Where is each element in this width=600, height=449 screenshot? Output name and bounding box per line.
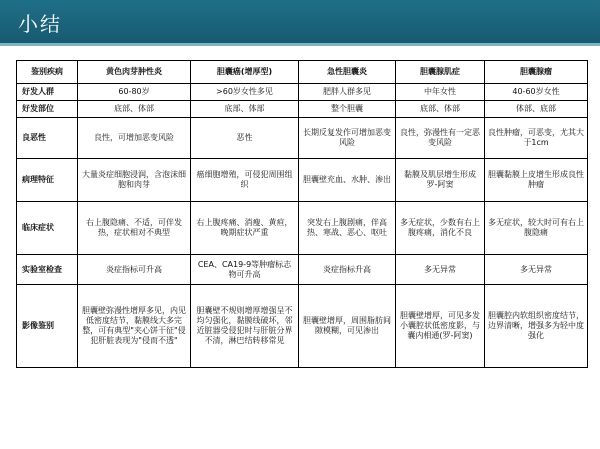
table-cell: 恶性	[191, 118, 299, 159]
table-cell: 突发右上腹剧痛，伴高热、寒战、恶心、呕吐	[299, 202, 396, 255]
header-cell: 胆囊癌(增厚型)	[191, 61, 299, 84]
table-cell: 底部、体部	[78, 101, 191, 118]
header-cell: 胆囊腺肌症	[396, 61, 485, 84]
table-row	[17, 255, 588, 285]
table-cell: 胆囊壁不规则增厚增强呈不均匀强化，黏膜线破坏，邻近脏器受侵犯时与肝脏分界不清，淋巴结转移常见	[191, 285, 299, 368]
row-label: 影像鉴别	[17, 285, 78, 368]
row-label: 实验室检查	[17, 255, 78, 285]
table-cell: 底部、体部	[191, 101, 299, 118]
slide-title: 小结	[18, 12, 62, 36]
table-cell: 良性肿瘤，可恶变，尤其大于1cm	[485, 118, 588, 159]
table-cell: 癌细胞增殖，可侵犯周围组织	[191, 159, 299, 202]
table-cell: 炎症指标可升高	[78, 255, 191, 285]
table-cell: 良性，弥漫性有一定恶变风险	[396, 118, 485, 159]
table-cell: 胆囊壁弥漫性增厚多见，内见低密度结节，黏膜线大多完整，可有典型"夹心饼干征"侵犯肝脏表现为"侵而不透"	[78, 285, 191, 368]
row-label: 良恶性	[17, 118, 78, 159]
table-row	[17, 84, 588, 101]
table-cell: 长期反复发作可增加恶变风险	[299, 118, 396, 159]
row-label: 临床症状	[17, 202, 78, 255]
header-cell: 鉴别疾病	[17, 61, 78, 84]
table-cell: 整个胆囊	[299, 101, 396, 118]
row-label: 好发部位	[17, 101, 78, 118]
table-cell: 底部、体部	[396, 101, 485, 118]
comparison-table	[16, 60, 588, 368]
header-cell: 急性胆囊炎	[299, 61, 396, 84]
table-cell: CEA、CA19-9等肿瘤标志物可升高	[191, 255, 299, 285]
row-label: 好发人群	[17, 84, 78, 101]
table-cell: 体部、底部	[485, 101, 588, 118]
table-cell: >60岁女性多见	[191, 84, 299, 101]
row-label: 病理特征	[17, 159, 78, 202]
comparison-table-container	[16, 60, 587, 368]
table-cell: 中年女性	[396, 84, 485, 101]
table-cell: 多无症状，较大时可有右上腹隐痛	[485, 202, 588, 255]
table-row	[17, 118, 588, 159]
table-row	[17, 101, 588, 118]
table-cell: 炎症指标升高	[299, 255, 396, 285]
table-cell: 60-80岁	[78, 84, 191, 101]
table-cell: 肥胖人群多见	[299, 84, 396, 101]
table-row	[17, 159, 588, 202]
table-cell: 大量炎症细胞浸润，含泡沫细胞和肉芽	[78, 159, 191, 202]
slide-header	[0, 0, 600, 46]
table-cell: 多无症状，少数有右上腹疼痛，消化不良	[396, 202, 485, 255]
table-cell: 黏膜及肌层增生形成罗-阿窦	[396, 159, 485, 202]
table-cell: 右上腹疼痛、消瘦、黄疸，晚期症状严重	[191, 202, 299, 255]
header-cell: 黄色肉芽肿性炎	[78, 61, 191, 84]
table-cell: 良性，可增加恶变风险	[78, 118, 191, 159]
table-row	[17, 285, 588, 368]
table-cell: 40-60岁女性	[485, 84, 588, 101]
table-cell: 右上腹隐痛、不适，可伴发热，症状相对不典型	[78, 202, 191, 255]
table-cell: 多无异常	[396, 255, 485, 285]
table-cell: 胆囊壁充血、水肿、渗出	[299, 159, 396, 202]
table-row	[17, 202, 588, 255]
table-header-row	[17, 61, 588, 84]
table-cell: 胆囊腔内软组织密度结节，边界清晰，增强多为轻中度强化	[485, 285, 588, 368]
table-cell: 多无异常	[485, 255, 588, 285]
table-cell: 胆囊壁增厚，可见多发小囊腔状低密度影，与囊内相通(罗-阿窦)	[396, 285, 485, 368]
table-cell: 胆囊壁增厚，周围脂肪间隙模糊，可见渗出	[299, 285, 396, 368]
header-cell: 胆囊腺瘤	[485, 61, 588, 84]
table-cell: 胆囊黏膜上皮增生形成良性肿瘤	[485, 159, 588, 202]
